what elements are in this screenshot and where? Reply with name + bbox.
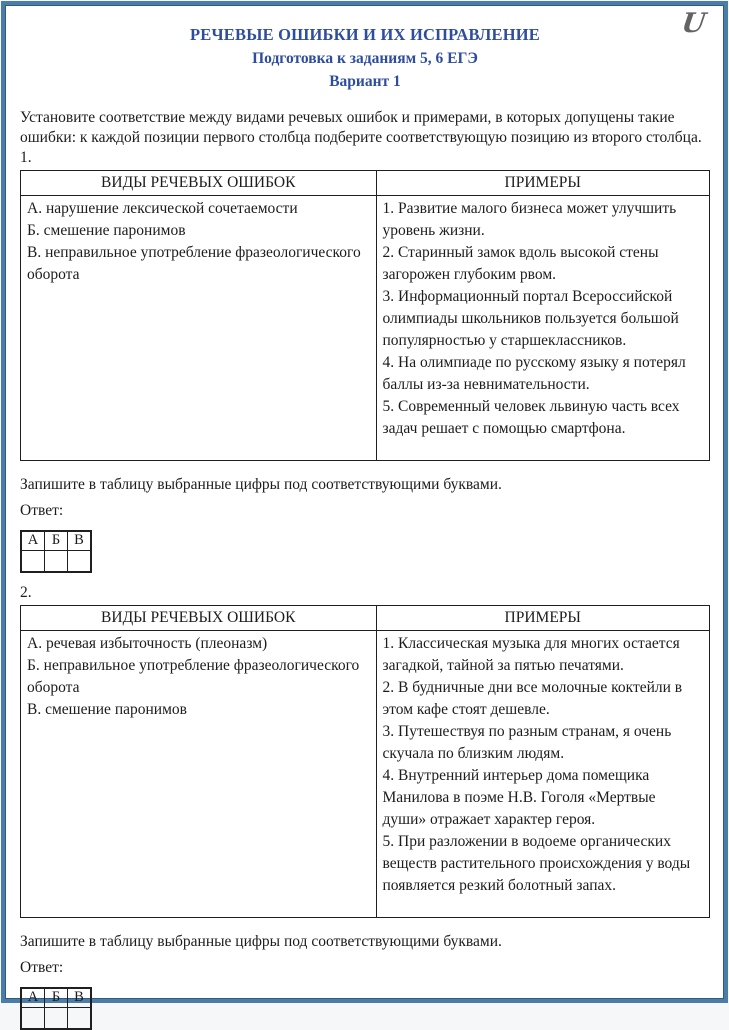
answer-blank-cell bbox=[45, 550, 68, 572]
answer-header-cell: Б bbox=[45, 988, 68, 1008]
intro-text: Установите соответствие между видами речевых ошибок и примерами, в которых допущены такие ошибки: к каждой позиции первого столбца подберите соответствующую позицию из второго столбца. bbox=[20, 109, 702, 146]
answer-label: Ответ: bbox=[20, 501, 64, 519]
error-types-cell bbox=[21, 195, 377, 460]
answer-blank-cell bbox=[68, 550, 92, 572]
task-number: 2. bbox=[20, 583, 32, 601]
example-item: 1. Развитие малого бизнеса может улучшить уровень жизни. bbox=[382, 199, 677, 239]
answer-label: Ответ: bbox=[20, 958, 64, 976]
error-types-column-header: ВИДЫ РЕЧЕВЫХ ОШИБОК bbox=[21, 170, 377, 195]
examples-cell bbox=[376, 195, 709, 460]
answer-blank-cell bbox=[21, 550, 45, 572]
example-item: 2. В будничные дни все молочные коктейли в этом кафе стоят дешевле. bbox=[382, 678, 683, 718]
instruction-text: Запишите в таблицу выбранные цифры под соответствующими буквами. bbox=[20, 475, 502, 493]
answer-header-row bbox=[21, 988, 91, 1008]
error-type-item: В. смешение паронимов bbox=[27, 700, 187, 718]
instruction-text: Запишите в таблицу выбранные цифры под соответствующими буквами. bbox=[20, 932, 502, 950]
answer-header-cell: А bbox=[21, 531, 45, 551]
task-number: 1. bbox=[20, 148, 32, 166]
cursive-u-monogram-icon: U bbox=[680, 8, 709, 39]
answer-blank-cell bbox=[45, 1007, 68, 1029]
example-item: 3. Путешествуя по разным странам, я очень скучала по близким людям. bbox=[382, 722, 672, 762]
answer-header-cell: В bbox=[68, 531, 92, 551]
example-item: 4. Внутренний интерьер дома помещика Манилова в поэме Н.В. Гоголя «Мертвые души» отражает характер героя. bbox=[382, 766, 656, 828]
answer-blank-row bbox=[21, 550, 91, 572]
error-types-cell bbox=[21, 630, 377, 917]
page-subtitle: Подготовка к заданиям 5, 6 ЕГЭ bbox=[252, 50, 478, 67]
variant-label: Вариант 1 bbox=[329, 73, 401, 90]
error-type-item: Б. смешение паронимов bbox=[27, 221, 186, 239]
error-type-item: В. неправильное употребление фразеологического оборота bbox=[27, 243, 361, 283]
example-item: 5. При разложении в водоеме органических веществ растительного происхождения у воды появляется резкий болотный запах. bbox=[382, 832, 691, 894]
error-type-item: А. нарушение лексической сочетаемости bbox=[27, 199, 298, 217]
error-type-item: А. речевая избыточность (плеоназм) bbox=[27, 634, 268, 652]
answer-blank-cell bbox=[21, 1007, 45, 1029]
answer-blank-cell bbox=[68, 1007, 92, 1029]
document-header bbox=[20, 25, 710, 91]
examples-column-header: ПРИМЕРЫ bbox=[376, 170, 709, 195]
examples-cell bbox=[376, 630, 709, 917]
matching-table-task1 bbox=[20, 170, 710, 461]
answer-table-task1 bbox=[20, 530, 92, 573]
answer-header-cell: А bbox=[21, 988, 45, 1008]
answer-header-cell: Б bbox=[45, 531, 68, 551]
answer-blank-row bbox=[21, 1007, 91, 1029]
answer-header-row bbox=[21, 531, 91, 551]
example-item: 2. Старинный замок вдоль высокой стены загорожен глубоким рвом. bbox=[382, 243, 659, 283]
error-types-column-header: ВИДЫ РЕЧЕВЫХ ОШИБОК bbox=[21, 605, 377, 630]
example-item: 1. Классическая музыка для многих остается загадкой, тайной за пятью печатями. bbox=[382, 634, 680, 674]
error-type-item: Б. неправильное употребление фразеологического оборота bbox=[27, 656, 360, 696]
example-item: 4. На олимпиаде по русскому языку я потерял баллы из-за невнимательности. bbox=[382, 353, 686, 393]
answer-header-cell: В bbox=[68, 988, 92, 1008]
example-item: 3. Информационный портал Всероссийской олимпиады школьников пользуется большой популярностью у старшеклассников. bbox=[382, 287, 679, 349]
example-item: 5. Современный человек львиную часть всех задач решает с помощью смартфона. bbox=[382, 397, 680, 437]
page-title: РЕЧЕВЫЕ ОШИБКИ И ИХ ИСПРАВЛЕНИЕ bbox=[189, 25, 540, 44]
examples-column-header: ПРИМЕРЫ bbox=[376, 605, 709, 630]
answer-table-task2 bbox=[20, 987, 92, 1030]
page-frame bbox=[1, 1, 728, 1003]
matching-table-task2 bbox=[20, 605, 710, 918]
